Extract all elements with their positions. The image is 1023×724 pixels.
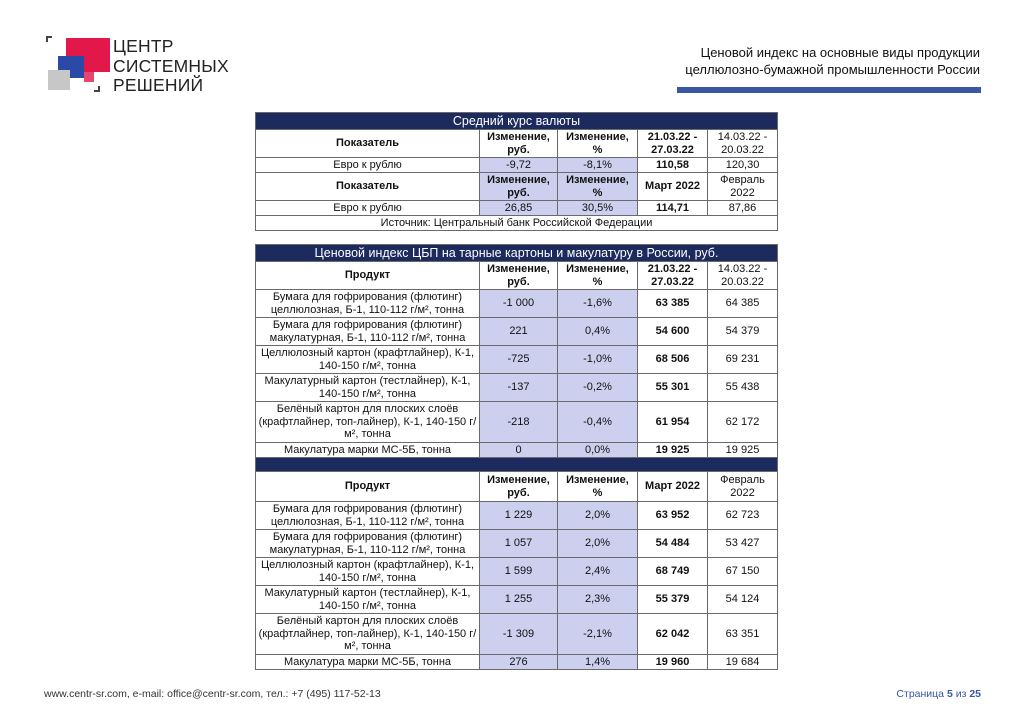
table-row (256, 502, 778, 530)
row-previous: 69 231 (708, 346, 778, 374)
row-previous: 54 124 (708, 586, 778, 614)
row-change-pct: -1,6% (558, 290, 638, 318)
row-product-name: Макулатурный картон (тестлайнер), К-1, 140-150 г/м², тонна (256, 586, 480, 614)
col-header-current-period: 21.03.22 - 27.03.22 (638, 262, 708, 290)
col-header-change-rub: Изменение, руб. (480, 130, 558, 158)
table-row (256, 402, 778, 443)
col-header-previous-period: Февраль 2022 (708, 173, 778, 201)
row-change-rub: 1 255 (480, 586, 558, 614)
row-change-rub: 26,85 (480, 201, 558, 216)
table-title: Средний курс валюты (256, 113, 778, 130)
row-change-rub: -1 309 (480, 614, 558, 655)
row-current: 110,58 (638, 158, 708, 173)
logo-wordmark (113, 37, 229, 96)
row-change-rub: 1 599 (480, 558, 558, 586)
source-note: Источник: Центральный банк Российской Федерации (256, 216, 778, 231)
col-header-current-period: Март 2022 (638, 472, 708, 502)
row-name: Евро к рублю (256, 158, 480, 173)
price-index-table (255, 244, 778, 670)
row-current: 68 506 (638, 346, 708, 374)
row-previous: 87,86 (708, 201, 778, 216)
row-product-name: Макулатура марки МС-5Б, тонна (256, 443, 480, 458)
table-row (256, 201, 778, 216)
row-change-rub: -9,72 (480, 158, 558, 173)
row-name: Евро к рублю (256, 201, 480, 216)
row-previous: 63 351 (708, 614, 778, 655)
row-product-name: Макулатурный картон (тестлайнер), К-1, 140-150 г/м², тонна (256, 374, 480, 402)
row-product-name: Макулатура марки МС-5Б, тонна (256, 655, 480, 670)
row-product-name: Бумага для гофрирования (флютинг) макулатурная, Б-1, 110-112 г/м², тонна (256, 318, 480, 346)
row-previous: 120,30 (708, 158, 778, 173)
col-header-current-period: 21.03.22 - 27.03.22 (638, 130, 708, 158)
row-change-rub: -218 (480, 402, 558, 443)
row-current: 55 379 (638, 586, 708, 614)
page-current: 5 (946, 688, 953, 700)
row-previous: 62 723 (708, 502, 778, 530)
row-change-pct: -0,2% (558, 374, 638, 402)
table-row (256, 586, 778, 614)
row-previous: 67 150 (708, 558, 778, 586)
row-change-pct: -1,0% (558, 346, 638, 374)
row-change-rub: -1 000 (480, 290, 558, 318)
row-product-name: Бумага для гофрирования (флютинг) целлюлозная, Б-1, 110-112 г/м², тонна (256, 290, 480, 318)
row-current: 54 600 (638, 318, 708, 346)
logo-line-1: ЦЕНТР (113, 36, 174, 56)
row-current: 114,71 (638, 201, 708, 216)
row-current: 19 925 (638, 443, 708, 458)
row-change-pct: -2,1% (558, 614, 638, 655)
table-row (256, 443, 778, 458)
table-row (256, 290, 778, 318)
row-current: 62 042 (638, 614, 708, 655)
col-header-previous-period: 14.03.22 - 20.03.22 (708, 130, 778, 158)
table-title: Ценовой индекс ЦБП на тарные картоны и макулатуру в России, руб. (256, 245, 778, 262)
row-current: 19 960 (638, 655, 708, 670)
row-change-rub: 221 (480, 318, 558, 346)
currency-rate-table (255, 112, 778, 231)
row-current: 68 749 (638, 558, 708, 586)
page-total: 25 (969, 688, 981, 700)
document-title (660, 44, 980, 78)
row-product-name: Белёный картон для плоских слоёв (крафтлайнер, топ-лайнер), К-1, 140-150 г/м², тонна (256, 614, 480, 655)
row-previous: 53 427 (708, 530, 778, 558)
document-title-line-2: целлюлозно-бумажной промышленности России (685, 62, 980, 77)
col-header-change-pct: Изменение, % (558, 173, 638, 201)
col-header-previous-period: Февраль 2022 (708, 472, 778, 502)
row-previous: 19 684 (708, 655, 778, 670)
row-product-name: Белёный картон для плоских слоёв (крафтлайнер, топ-лайнер), К-1, 140-150 г/м², тонна (256, 402, 480, 443)
col-header-previous-period: 14.03.22 - 20.03.22 (708, 262, 778, 290)
logo-line-2: СИСТЕМНЫХ (113, 55, 229, 76)
col-header-change-pct: Изменение, % (558, 262, 638, 290)
row-product-name: Целлюлозный картон (крафтлайнер), К-1, 140-150 г/м², тонна (256, 558, 480, 586)
row-change-pct: 2,4% (558, 558, 638, 586)
table-row (256, 558, 778, 586)
row-change-pct: 0,0% (558, 443, 638, 458)
row-change-pct: 30,5% (558, 201, 638, 216)
table-row (256, 614, 778, 655)
row-current: 63 385 (638, 290, 708, 318)
row-change-pct: -8,1% (558, 158, 638, 173)
row-change-pct: 0,4% (558, 318, 638, 346)
row-previous: 64 385 (708, 290, 778, 318)
row-change-pct: 2,0% (558, 530, 638, 558)
page-of: из (955, 688, 967, 700)
row-change-pct: 2,3% (558, 586, 638, 614)
row-change-pct: -0,4% (558, 402, 638, 443)
row-change-rub: 276 (480, 655, 558, 670)
row-previous: 62 172 (708, 402, 778, 443)
row-change-rub: 1 057 (480, 530, 558, 558)
table-row (256, 158, 778, 173)
section-separator (256, 458, 778, 472)
row-change-pct: 1,4% (558, 655, 638, 670)
col-header-change-rub: Изменение, руб. (480, 262, 558, 290)
row-product-name: Целлюлозный картон (крафтлайнер), К-1, 140-150 г/м², тонна (256, 346, 480, 374)
row-change-pct: 2,0% (558, 502, 638, 530)
col-header-indicator: Показатель (256, 173, 480, 201)
table-row (256, 346, 778, 374)
col-header-product: Продукт (256, 262, 480, 290)
table-row (256, 655, 778, 670)
row-previous: 19 925 (708, 443, 778, 458)
logo-line-3: РЕШЕНИЙ (113, 75, 204, 95)
row-current: 61 954 (638, 402, 708, 443)
row-product-name: Бумага для гофрирования (флютинг) макулатурная, Б-1, 110-112 г/м², тонна (256, 530, 480, 558)
col-header-current-period: Март 2022 (638, 173, 708, 201)
row-change-rub: -725 (480, 346, 558, 374)
col-header-change-rub: Изменение, руб. (480, 472, 558, 502)
row-change-rub: -137 (480, 374, 558, 402)
title-underline-bar (677, 87, 981, 93)
col-header-indicator: Показатель (256, 130, 480, 158)
row-previous: 55 438 (708, 374, 778, 402)
table-row (256, 530, 778, 558)
row-current: 63 952 (638, 502, 708, 530)
row-previous: 54 379 (708, 318, 778, 346)
page-number (896, 688, 981, 700)
col-header-change-pct: Изменение, % (558, 130, 638, 158)
row-product-name: Бумага для гофрирования (флютинг) целлюлозная, Б-1, 110-112 г/м², тонна (256, 502, 480, 530)
row-current: 55 301 (638, 374, 708, 402)
page-label: Страница (896, 688, 945, 700)
col-header-product: Продукт (256, 472, 480, 502)
col-header-change-pct: Изменение, % (558, 472, 638, 502)
row-current: 54 484 (638, 530, 708, 558)
row-change-rub: 1 229 (480, 502, 558, 530)
col-header-change-rub: Изменение, руб. (480, 173, 558, 201)
footer-contacts: www.centr-sr.com, e-mail: office@centr-sr.com, тел.: +7 (495) 117-52-13 (44, 688, 381, 700)
row-change-rub: 0 (480, 443, 558, 458)
table-row (256, 374, 778, 402)
document-title-line-1: Ценовой индекс на основные виды продукции (700, 45, 980, 60)
table-row (256, 318, 778, 346)
